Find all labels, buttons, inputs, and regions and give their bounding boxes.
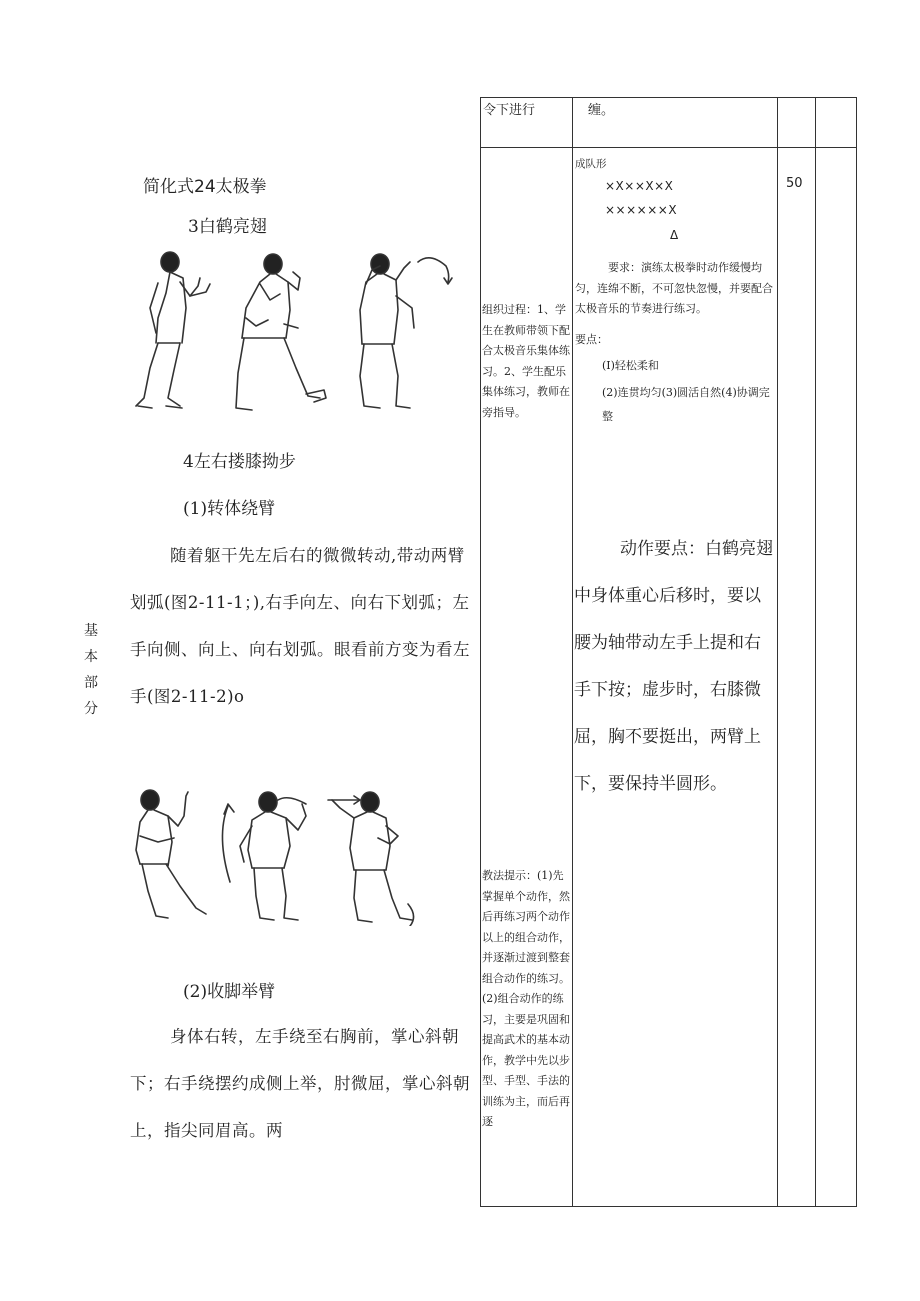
- section-label-char: 分: [84, 701, 98, 717]
- table-col-divider-1: [480, 97, 481, 1207]
- point-item-2: (2)连贯均匀(3)圆活自然(4)协调完整: [602, 386, 770, 423]
- formation-line-2: ××××××X: [605, 203, 678, 217]
- row1-requirements-cell: 缠。: [588, 103, 615, 118]
- paragraph-text: 随着躯干先左后右的微微转动,带动两臂划弧(图2-11-1；),右手向左、向右下划弧；左手向侧、向上、向右划弧。眼看前方变为看左手(图2-11-2)o: [130, 546, 470, 706]
- table-bottom-border: [480, 1206, 857, 1207]
- table-row-divider: [480, 147, 857, 148]
- formation-label: 成队形: [575, 158, 607, 170]
- paragraph-text: 身体右转，左手绕至右胸前，掌心斜朝下；右手绕摆约成侧上举，肘微屈，掌心斜朝上，指尖同眉高。两: [130, 1027, 470, 1140]
- content-title: 简化式24太极拳: [143, 177, 267, 197]
- table-col-divider-2: [572, 97, 573, 1207]
- key-points-remarks: [574, 526, 774, 808]
- points-label: 要点：: [575, 333, 608, 346]
- organize-process-text: 组织过程：1、学生在教师带领下配合太极音乐集体练习。2、学生配乐集体练习，教师在旁指导。: [482, 303, 570, 419]
- table-right-border: [856, 97, 857, 1207]
- row1-organize-cell: 令下进行: [483, 103, 536, 118]
- table-col-divider-4: [815, 97, 816, 1207]
- sub1-heading: (1)转体绕臂: [183, 499, 276, 519]
- sub2-heading: (2)收脚举臂: [183, 982, 276, 1002]
- requirement-text: 要求：演练太极拳时动作缓慢均匀，连绵不断，不可忽快忽慢，并要配合太极音乐的节奏进行练习。: [575, 261, 773, 315]
- figure-brush-knee-sequence: [128, 786, 438, 926]
- paragraph-turn-arms: [130, 532, 470, 720]
- point-item-1: (I)轻松柔和: [602, 359, 659, 372]
- move3-heading: 3白鹤亮翅: [188, 217, 267, 237]
- section-label-char: 基: [84, 623, 98, 639]
- section-label-char: 部: [84, 675, 98, 691]
- table-col-divider-3: [777, 97, 778, 1207]
- teaching-tips-text: 教法提示：(1)先掌握单个动作，然后再练习两个动作以上的组合动作，并逐渐过渡到整套组合动作的练习。(2)组合动作的练习，主要是巩固和提高武术的基本动作，教学中先以步型、手型、手法的训练为主，而后再逐: [482, 869, 570, 1128]
- practice-requirement: [575, 258, 775, 320]
- section-label: [80, 618, 102, 722]
- table-top-border: [480, 97, 857, 98]
- paragraph-raise-arm: [130, 1013, 470, 1154]
- time-cell: 50: [786, 176, 803, 191]
- section-label-char: 本: [84, 649, 98, 665]
- figure-white-crane-sequence: [128, 248, 458, 418]
- remarks-text: 动作要点：白鹤亮翅中身体重心后移时，要以腰为轴带动左手上提和右手下按；虚步时，右膝微屈，胸不要挺出，两臂上下，要保持半圆形。: [574, 539, 773, 794]
- formation-line-1: ×X××X×X: [605, 179, 674, 193]
- teacher-marker: Δ: [670, 228, 679, 242]
- move4-heading: 4左右搂膝拗步: [183, 452, 296, 472]
